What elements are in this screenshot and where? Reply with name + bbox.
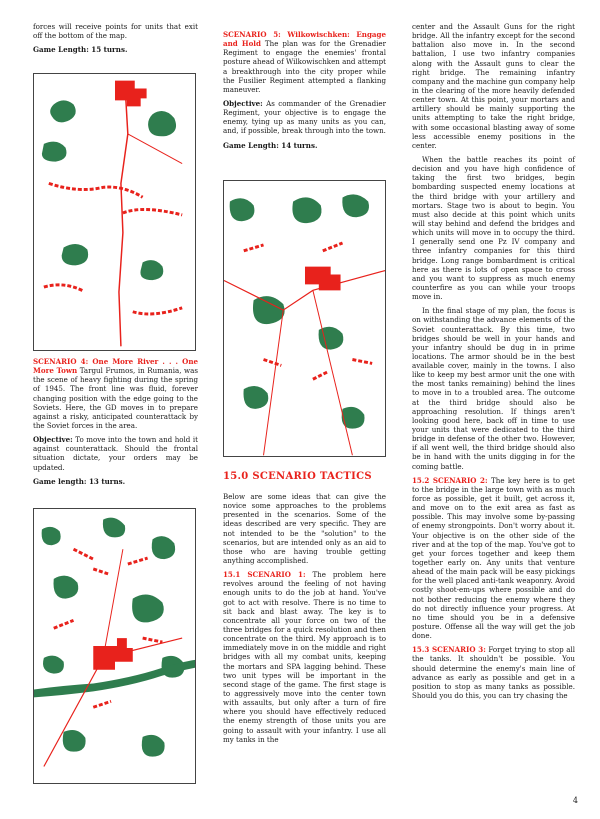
forest-area (62, 244, 88, 265)
scenario-1-body: The problem here revolves around the feeling of not having enough units to do the job at hand. You've got to act with resolve. There is no time to sit back and blast away. The key is to concentrate all your force on two of the three bridges for a quick resolution and then concentrate on the third. My approach is to immediately move in on the middle and right bridges with all my combat units, keeping the mortars and SPA lagging behind. These two unit types will be important in the second stage of the game. The first stage is to aggressively move into the center town with assaults, but only after a turn of fire where you should have effectively reduced the enemy strength of those units you are going to assault with your infantry. I use all my tanks in the (223, 570, 386, 744)
hedge-line (44, 285, 84, 291)
forest-area (342, 194, 369, 217)
forest-area (244, 386, 269, 409)
forest-area (42, 142, 67, 162)
road (313, 290, 353, 455)
hedge-line (49, 183, 143, 197)
road (224, 271, 385, 311)
scenario-2-title: 15.2 SCENARIO 2: (412, 475, 488, 485)
town (305, 267, 341, 291)
forest-area (230, 198, 255, 221)
hedge-line (123, 209, 182, 214)
intro-paragraph: Below are some ideas that can give the novice some approaches to the problems presented in the scenarios. Some of the ideas described are very specific. They are not intended to be the "solution" to the scenarios, but are intended only as an aid to those who are having trouble getting anything accomplished. (223, 492, 386, 565)
scenario-4-body: Targul Frumos, in Rumania, was the scene of heavy fighting during the spring of 1945. The front line was fluid, forever changing position with the edge going to the Soviets. Here, the GD moves in to prepare against a risky, anticipated counterattack by the Soviet forces in the area. (33, 366, 198, 430)
forest-area (253, 296, 285, 324)
paragraph: center and the Assault Guns for the right bridge. All the infantry except for the second battalion also move in. In the second battalion, I use two infantry companies along with the Assault guns to clear the right bridge. The remaining infantry company and the machine gun company help in the clearing of the more heavily defended center town. At this point, your mortars and artillery should be mainly supporting the units attempting to take the right bridge, with some occasional blasting away of some less accessible enemy positions in the center. (412, 22, 575, 150)
scenario-5-body: The plan was for the Grenadier Regiment to engage the enemies' frontal posture ahead of Wilkowischken and attempt a breakthrough into the city proper while the Fusilier Regiment attempted a flanking maneuver. (223, 39, 386, 94)
objective-label: Objective: (223, 98, 263, 108)
forest-area (140, 260, 163, 280)
scenario-2-tactics (412, 476, 575, 641)
map-graphic (34, 509, 195, 783)
scenario-5-text (223, 30, 386, 94)
scenario-4-title: SCENARIO 4: One More River . . . One More Town (33, 357, 198, 376)
column-1-lower (33, 357, 198, 491)
scenario-3-map (33, 73, 196, 351)
forest-area (50, 100, 76, 122)
forest-area (103, 518, 125, 538)
scenario-3-body: Forget trying to stop all the tanks. It shouldn't be possible. You should determine the enemy's main line of advance as early as possible and get in a position to stop as many tanks as possible. Should you do this, you can try chasing the (412, 645, 576, 700)
forest-area (152, 536, 175, 559)
objective-paragraph (33, 435, 198, 472)
forest-area (292, 197, 321, 223)
scenario-1-tactics (223, 570, 386, 744)
road (128, 134, 182, 164)
scenario-5-map (223, 180, 386, 457)
scenario-3-title: 15.3 SCENARIO 3: (412, 645, 486, 655)
paragraph: When the battle reaches its point of decision and you have high confidence of taking the first two bridges, begin bombarding suspected enemy locations at the third bridge with your artillery and mortars. Stage two is about to begin. You must also decide at this point which units will stay behind and defend the bridges and which units will move in to occupy the third. I generally send one Pz IV company and three infantry companies for this third bridge. Long range bombardment is critical here as there is lots of open space to cross and you want to suppress as much enemy counterfire as you can while your troops move in. (412, 154, 575, 302)
forest-area (42, 527, 61, 545)
scenario-4-text (33, 357, 198, 430)
scenario-4-map (33, 508, 196, 784)
column-3 (412, 22, 575, 705)
scenario-1-title: 15.1 SCENARIO 1: (223, 570, 306, 580)
map-graphic (34, 74, 195, 350)
section-title: 15.0 SCENARIO TACTICS (223, 471, 372, 482)
forest-area (63, 730, 86, 752)
page-number: 4 (572, 796, 578, 805)
game-length: Game length: 13 turns. (33, 476, 126, 486)
road (264, 310, 284, 455)
objective-paragraph (223, 99, 386, 136)
town (93, 638, 133, 670)
game-length: Game Length: 15 turns. (33, 45, 128, 55)
scenario-5-title: SCENARIO 5: Wilkowischken: Engage and Hold (223, 30, 386, 49)
scenario-3-tactics (412, 645, 575, 700)
hedge-line (133, 308, 182, 314)
scenario-2-body: The key here is to get to the bridge in the large town with as much force as possible, get it built, get across it, and move on to the exit area as fast as possible. This may involve some by-passing of enemy strongpoints. Don't worry about it. Your objective is on the other side of the river and at the top of the map. You've got to get your forces together and keep them together early on. Any units that venture ahead of the main pack will be easy pickings for the well placed anti-tank weaponry. Avoid costly shoot-em-ups where possible and do not bother reducing the enemy where they do not directly influence your progress. At no time should you be in a defensive posture. Offense all the way will get the job done. (412, 475, 575, 641)
forest-area (54, 576, 79, 599)
paragraph: forces will receive points for units that exit off the bottom of the map. (33, 22, 198, 41)
column-1 (33, 22, 198, 59)
column-2-lower (223, 492, 386, 749)
town (115, 81, 147, 107)
objective-label: Objective: (33, 435, 73, 445)
objective-body: As commander of the Grenadier Regiment, your objective is to engage the enemy, tying up as many units as you can, and, if possible, break through into the town. (223, 98, 386, 136)
column-2 (223, 30, 386, 155)
road (119, 83, 128, 347)
forest-area (132, 594, 164, 622)
forest-area (43, 656, 64, 674)
objective-body: To move into the town and hold it against counterattack. Should the frontal situation dictate, your orders may be updated. (33, 435, 198, 472)
map-graphic (224, 181, 385, 456)
forest-area (142, 735, 165, 757)
game-length: Game Length: 14 turns. (223, 140, 318, 150)
paragraph: In the final stage of my plan, the focus is on withstanding the advance elements of the Soviet counterattack. By this time, two bridges should be well in your hands and your infantry should be dug in in prime locations. The armor should be in the best available cover, mainly in the towns. I also like to keep my best armor unit the one with the most tanks remaining) behind the lines to move in to a troubled area. The outcome at the third bridge should also be approaching resolution. If things aren't looking good here, back off in time to use your units that were dedicated to the third bridge in defense of the other two. However, if all went well, the third bridge should also be in hand with the units digging in for the coming battle. (412, 306, 575, 471)
forest-area (148, 111, 176, 136)
